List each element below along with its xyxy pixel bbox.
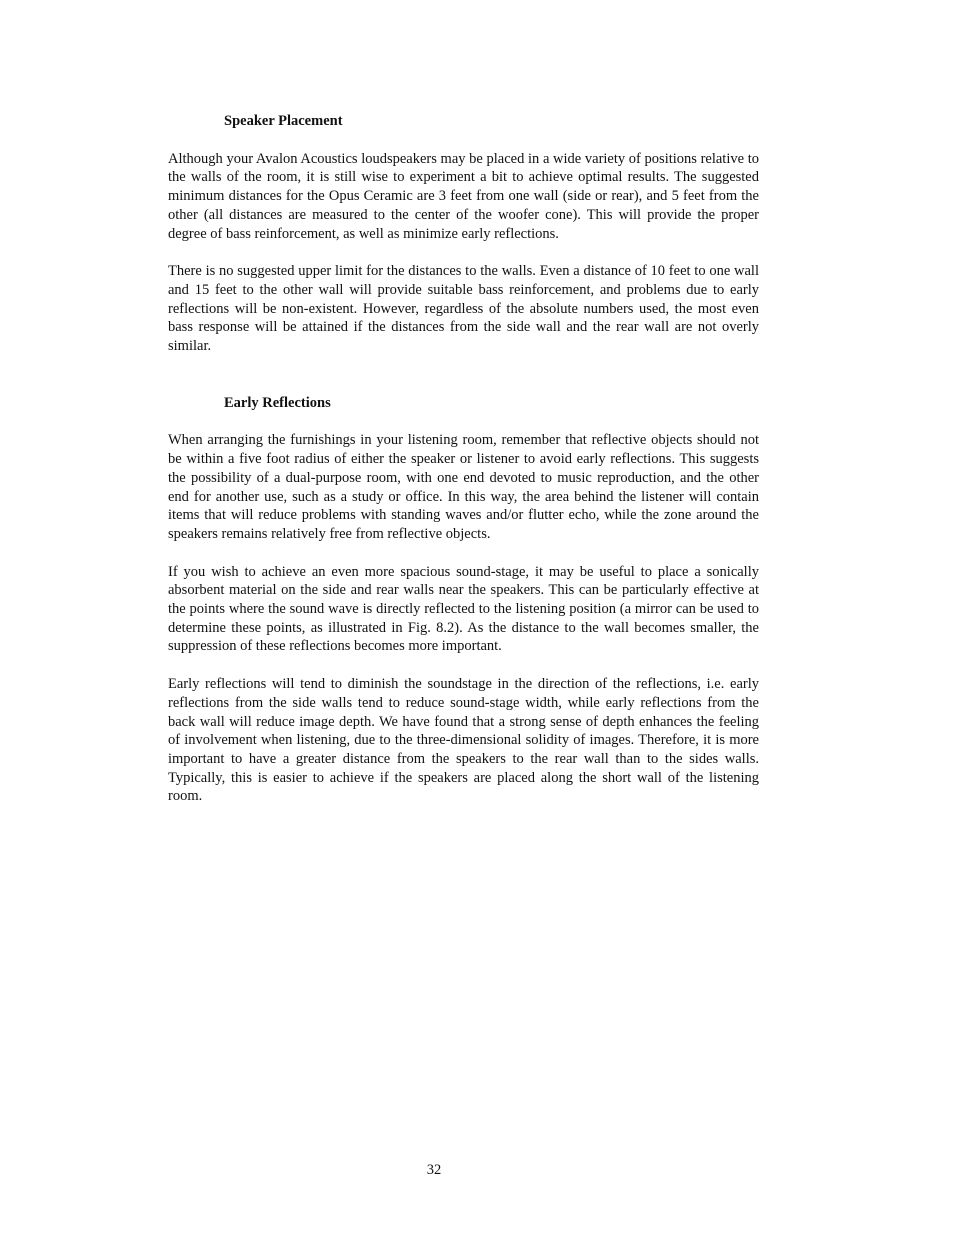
- paragraph: Although your Avalon Acoustics loudspeakers may be placed in a wide variety of positions relative to the walls of the room, it is still wise to experiment a bit to achieve optimal results. The suggested minimum distances for the Opus Ceramic are 3 feet from one wall (side or rear), and 5 feet from the other (all distances are measured to the center of the woofer cone). This will provide the proper degree of bass reinforcement, as well as minimize early reflections.: [168, 150, 759, 242]
- paragraph: When arranging the furnishings in your listening room, remember that reflective objects should not be within a five foot radius of either the speaker or listener to avoid early reflections. This suggests the possibility of a dual-purpose room, with one end devoted to music reproduction, and the other end for another use, such as a study or office. In this way, the area behind the listener will contain items that will reduce problems with standing waves and/or flutter echo, while the zone around the speakers remains relatively free from reflective objects.: [168, 432, 759, 542]
- page-content: [168, 112, 759, 806]
- page-number: 32: [426, 1162, 442, 1178]
- section-early-reflections: [168, 394, 759, 806]
- section-heading: Speaker Placement: [224, 113, 343, 129]
- paragraph: Early reflections will tend to diminish the soundstage in the direction of the reflections, i.e. early reflections from the side walls tend to reduce sound-stage width, while early reflections from the back wall will reduce image depth. We have found that a strong sense of depth enhances the feeling of involvement when listening, due to the three-dimensional solidity of images. Therefore, it is more important to have a greater distance from the speakers to the rear wall than to the sides walls. Typically, this is easier to achieve if the speakers are placed along the short wall of the listening room.: [168, 676, 759, 805]
- section-heading: Early Reflections: [224, 394, 331, 411]
- paragraph: There is no suggested upper limit for the distances to the walls. Even a distance of 10 feet to one wall and 15 feet to the other wall will provide suitable bass reinforcement, and problems due to early reflections will be non-existent. However, regardless of the absolute numbers used, the most even bass response will be attained if the distances from the side wall and the rear wall are not overly similar.: [168, 263, 759, 355]
- section-speaker-placement: [168, 112, 759, 356]
- paragraph: If you wish to achieve an even more spacious sound-stage, it may be useful to place a sonically absorbent material on the side and rear walls near the speakers. This can be particularly effective at the points where the sound wave is directly reflected to the listening position (a mirror can be used to determine these points, as illustrated in Fig. 8.2). As the distance to the wall becomes smaller, the suppression of these reflections becomes more important.: [168, 563, 759, 655]
